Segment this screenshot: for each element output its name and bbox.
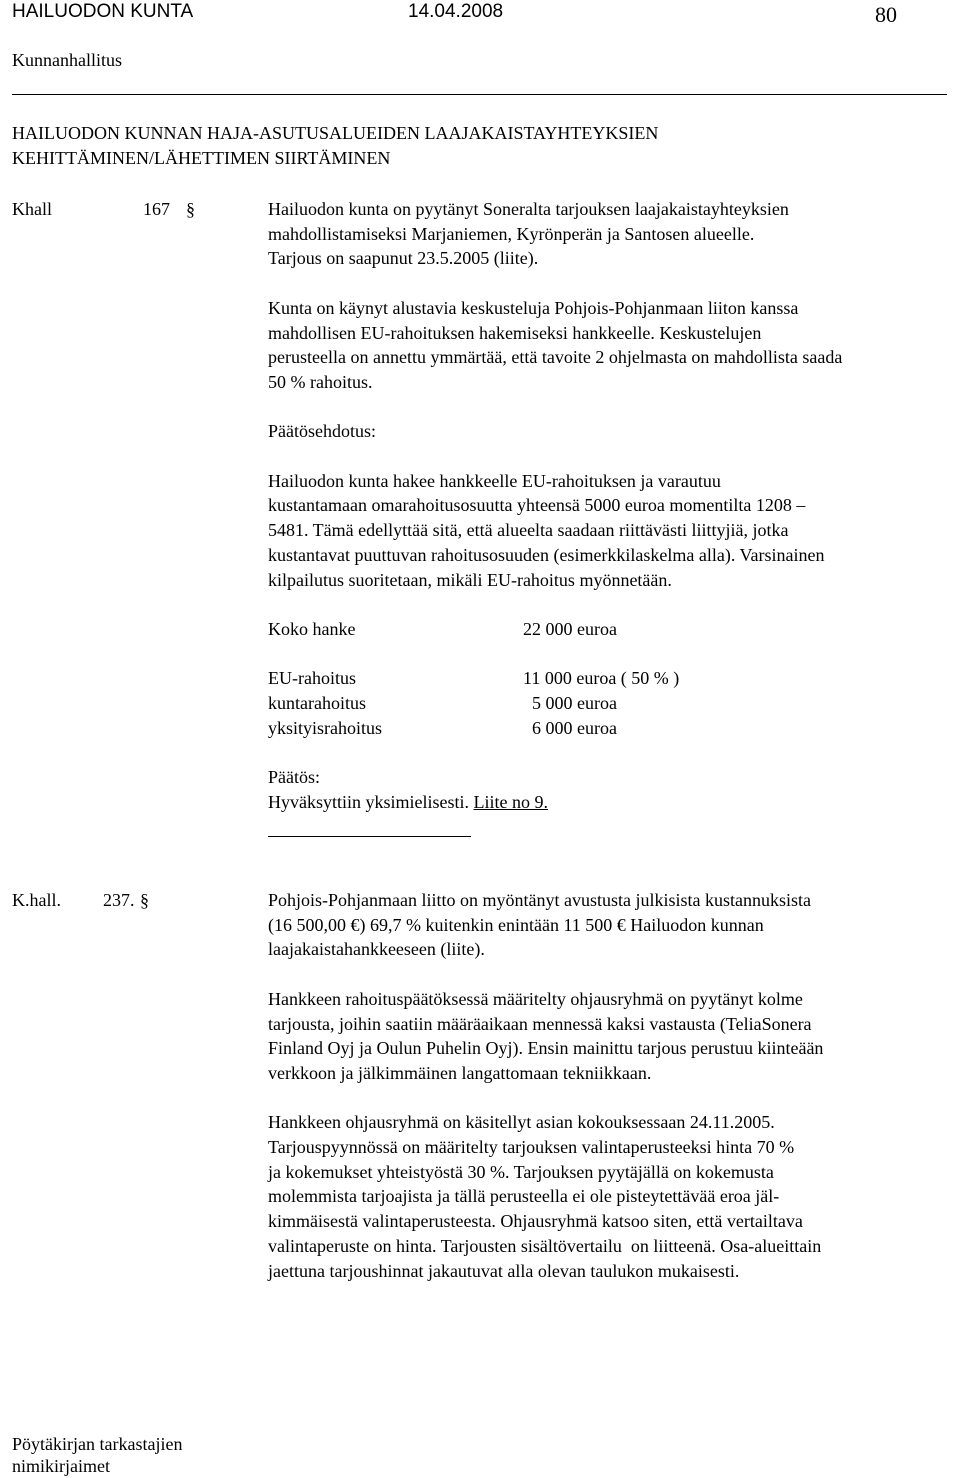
section2-p3-line: molemmista tarjoajista ja tällä perusteella ei ole pisteytettävää eroa jäl- bbox=[268, 1186, 780, 1207]
proposal-line: Hailuodon kunta hakee hankkeelle EU-rahoituksen ja varautuu bbox=[268, 470, 721, 491]
financing-row-label: kuntarahoitus bbox=[268, 693, 366, 713]
section1-section-mark: § bbox=[186, 199, 195, 219]
decision-label: Päätös: bbox=[268, 767, 320, 787]
section1-p2-line: 50 % rahoitus. bbox=[268, 371, 373, 392]
section1-p1-line: Hailuodon kunta on pyytänyt Soneralta tarjouksen laajakaistayhteyksien bbox=[268, 199, 789, 219]
section1-p2-line: Kunta on käynyt alustavia keskusteluja Pohjois-Pohjanmaan liiton kanssa bbox=[268, 297, 799, 318]
page-number: 80 bbox=[875, 2, 897, 27]
section2-ref-number: 237. bbox=[103, 890, 135, 910]
header-municipality: HAILUODON KUNTA bbox=[12, 1, 194, 22]
section2-ref-label: K.hall. bbox=[12, 890, 61, 910]
section-divider bbox=[268, 836, 471, 837]
financing-row bbox=[268, 716, 617, 741]
financing-row bbox=[268, 691, 617, 716]
section2-p2-line: Finland Oyj ja Oulun Puhelin Oyj). Ensin mainittu tarjous perustuu kiinteään bbox=[268, 1038, 824, 1059]
section2-p3-line: Hankkeen ohjausryhmä on käsitellyt asian kokouksessaan 24.11.2005. bbox=[268, 1112, 775, 1133]
proposal-line: kilpailutus suoritetaan, mikäli EU-rahoitus myönnetään. bbox=[268, 569, 672, 590]
section2-p3-line: kimmäisestä valintaperusteesta. Ohjausryhmä katsoo siten, että vertailtava bbox=[268, 1211, 803, 1232]
attachment-link[interactable]: Liite no 9. bbox=[473, 792, 548, 812]
section2-p1-line: (16 500,00 €) 69,7 % kuitenkin enintään 11 500 € Hailuodon kunnan bbox=[268, 914, 764, 935]
section1-ref-label: Khall bbox=[12, 199, 52, 219]
financing-row-value: 5 000 euroa bbox=[523, 693, 617, 713]
section2-p2-line: tarjousta, joihin saatiin määräaikaan mennessä kaksi vastausta (TeliaSonera bbox=[268, 1013, 812, 1034]
section1-p1-line: Tarjous on saapunut 23.5.2005 (liite). bbox=[268, 248, 539, 269]
section2-body bbox=[268, 888, 960, 1283]
header-date: 14.04.2008 bbox=[408, 1, 504, 22]
section1-p1-line: mahdollistamiseksi Marjaniemen, Kyrönperän ja Santosen alueelle. bbox=[268, 223, 755, 244]
financing-row-value: 6 000 euroa bbox=[523, 718, 617, 738]
footer-signature-label bbox=[12, 1433, 182, 1477]
proposal-line: 5481. Tämä edellyttää sitä, että alueelta saadaan riittävästi liittyjiä, jotka bbox=[268, 520, 789, 541]
header-body-name: Kunnanhallitus bbox=[12, 50, 122, 70]
document-title-line2: KEHITTÄMINEN/LÄHETTIMEN SIIRTÄMINEN bbox=[12, 148, 391, 168]
header-rule bbox=[12, 94, 947, 95]
decision-text bbox=[268, 790, 548, 815]
section1-body bbox=[268, 197, 960, 592]
section2-p2-line: verkkoon ja jälkimmäinen langattomaan tekniikkaan. bbox=[268, 1062, 652, 1083]
financing-total-row bbox=[268, 617, 617, 642]
section1-p2-line: mahdollisen EU-rahoituksen hakemiseksi hankkeelle. Keskustelujen bbox=[268, 322, 762, 343]
section2-p3-line: jaettuna tarjoushinnat jakautuvat alla olevan taulukon mukaisesti. bbox=[268, 1260, 740, 1281]
section1-ref-number: 167 bbox=[143, 199, 170, 219]
section2-section-mark: § bbox=[140, 890, 149, 910]
section2-p2-line: Hankkeen rahoituspäätöksessä määritelty ohjausryhmä on pyytänyt kolme bbox=[268, 988, 803, 1009]
footer-line: nimikirjaimet bbox=[12, 1456, 110, 1476]
section2-p3-line: Tarjouspyynnössä on määritelty tarjouksen valintaperusteeksi hinta 70 % bbox=[268, 1137, 795, 1157]
section2-p1-line: laajakaistahankkeeseen (liite). bbox=[268, 939, 485, 960]
decision-text-body: Hyväksyttiin yksimielisesti. bbox=[268, 792, 474, 812]
section2-p1-line: Pohjois-Pohjanmaan liitto on myöntänyt avustusta julkisista kustannuksista bbox=[268, 890, 811, 910]
footer-line: Pöytäkirjan tarkastajien bbox=[12, 1434, 183, 1454]
financing-row bbox=[268, 666, 680, 691]
financing-total-label: Koko hanke bbox=[268, 619, 356, 639]
financing-total-value: 22 000 euroa bbox=[523, 619, 617, 639]
document-title-line1: HAILUODON KUNNAN HAJA-ASUTUSALUEIDEN LAAJAKAISTAYHTEYKSIEN bbox=[12, 123, 659, 143]
financing-row-label: yksityisrahoitus bbox=[268, 718, 383, 738]
proposal-line: kustantavat puuttuvan rahoitusosuuden (esimerkkilaskelma alla). Varsinainen bbox=[268, 544, 825, 565]
proposal-label: Päätösehdotus: bbox=[268, 421, 376, 442]
section2-p3-line: ja kokemukset yhteistyöstä 30 %. Tarjouksen pyytäjällä on kokemusta bbox=[268, 1161, 774, 1182]
proposal-line: kustantamaan omarahoitusosuutta yhteensä 5000 euroa momentilta 1208 – bbox=[268, 495, 806, 516]
financing-row-label: EU-rahoitus bbox=[268, 668, 356, 688]
financing-row-value: 11 000 euroa ( 50 % ) bbox=[523, 668, 680, 688]
section2-p3-line: valintaperuste on hinta. Tarjousten sisältövertailu on liitteenä. Osa-alueittain bbox=[268, 1235, 822, 1256]
section1-p2-line: perusteella on annettu ymmärtää, että tavoite 2 ohjelmasta on mahdollista saada bbox=[268, 347, 843, 368]
